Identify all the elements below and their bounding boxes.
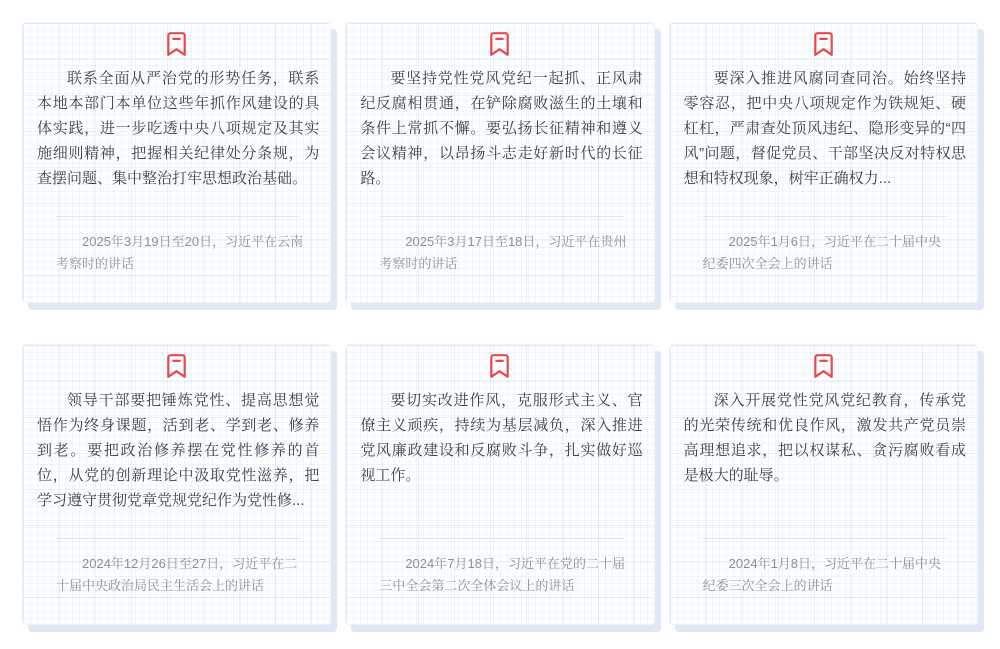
bookmark-icon bbox=[346, 345, 653, 388]
quote-card bbox=[345, 344, 654, 625]
quote-source: 2025年3月19日至20日，习近平在云南考察时的讲话 bbox=[56, 234, 304, 271]
quote-source: 2024年12月26日至27日，习近平在二十届中央政治局民主生活会上的讲话 bbox=[56, 556, 298, 593]
quote-card bbox=[22, 344, 331, 625]
quote-card bbox=[345, 22, 654, 303]
card-divider bbox=[703, 216, 947, 217]
card-divider bbox=[379, 538, 623, 539]
bookmark-icon bbox=[670, 345, 977, 388]
quote-source: 2024年7月18日，习近平在党的二十届三中全会第二次全体会议上的讲话 bbox=[379, 556, 625, 593]
quote-text: 要深入推进风腐同查同治。始终坚持零容忍，把中央八项规定作为铁规矩、硬杠杠，严肃查处顶风违纪、隐形变异的“四风”问题，督促党员、干部坚决反对特权思想和特权现象，树牢正确权力... bbox=[683, 70, 966, 187]
card-divider bbox=[379, 216, 623, 217]
quote-source: 2025年3月17日至18日，习近平在贵州考察时的讲话 bbox=[379, 234, 627, 271]
bookmark-icon bbox=[670, 23, 977, 66]
quote-text: 要切实改进作风，克服形式主义、官僚主义顽疾，持续为基层减负，深入推进党风廉政建设和反腐败斗争，扎实做好巡视工作。 bbox=[360, 392, 643, 484]
card-divider bbox=[703, 538, 947, 539]
quote-text: 深入开展党性党风党纪教育，传承党的光荣传统和优良作风，激发共产党员崇高理想追求，把以权谋私、贪污腐败看成是极大的耻辱。 bbox=[683, 392, 966, 484]
quote-card bbox=[669, 344, 978, 625]
quote-source: 2024年1月8日，习近平在二十届中央纪委三次全会上的讲话 bbox=[702, 556, 942, 593]
card-divider bbox=[56, 216, 300, 217]
bookmark-icon bbox=[23, 345, 330, 388]
bookmark-icon bbox=[346, 23, 653, 66]
quote-text: 要坚持党性党风党纪一起抓、正风肃纪反腐相贯通，在铲除腐败滋生的土壤和条件上常抓不懈。要弘扬长征精神和遵义会议精神，以昂扬斗志走好新时代的长征路。 bbox=[360, 70, 643, 187]
card-divider bbox=[56, 538, 300, 539]
quote-card bbox=[669, 22, 978, 303]
quote-card bbox=[22, 22, 331, 303]
quote-text: 联系全面从严治党的形势任务，联系本地本部门本单位这些年抓作风建设的具体实践，进一步吃透中央八项规定及其实施细则精神，把握相关纪律处分条规，为查摆问题、集中整治打牢思想政治基础。 bbox=[37, 70, 320, 187]
quote-source: 2025年1月6日，习近平在二十届中央纪委四次全会上的讲话 bbox=[702, 234, 942, 271]
quote-text: 领导干部要把锤炼党性、提高思想觉悟作为终身课题，活到老、学到老、修养到老。要把政治修养摆在党性修养的首位，从党的创新理论中汲取党性滋养，把学习遵守贯彻党章党规党纪作为党性修... bbox=[37, 392, 320, 509]
bookmark-icon bbox=[23, 23, 330, 66]
